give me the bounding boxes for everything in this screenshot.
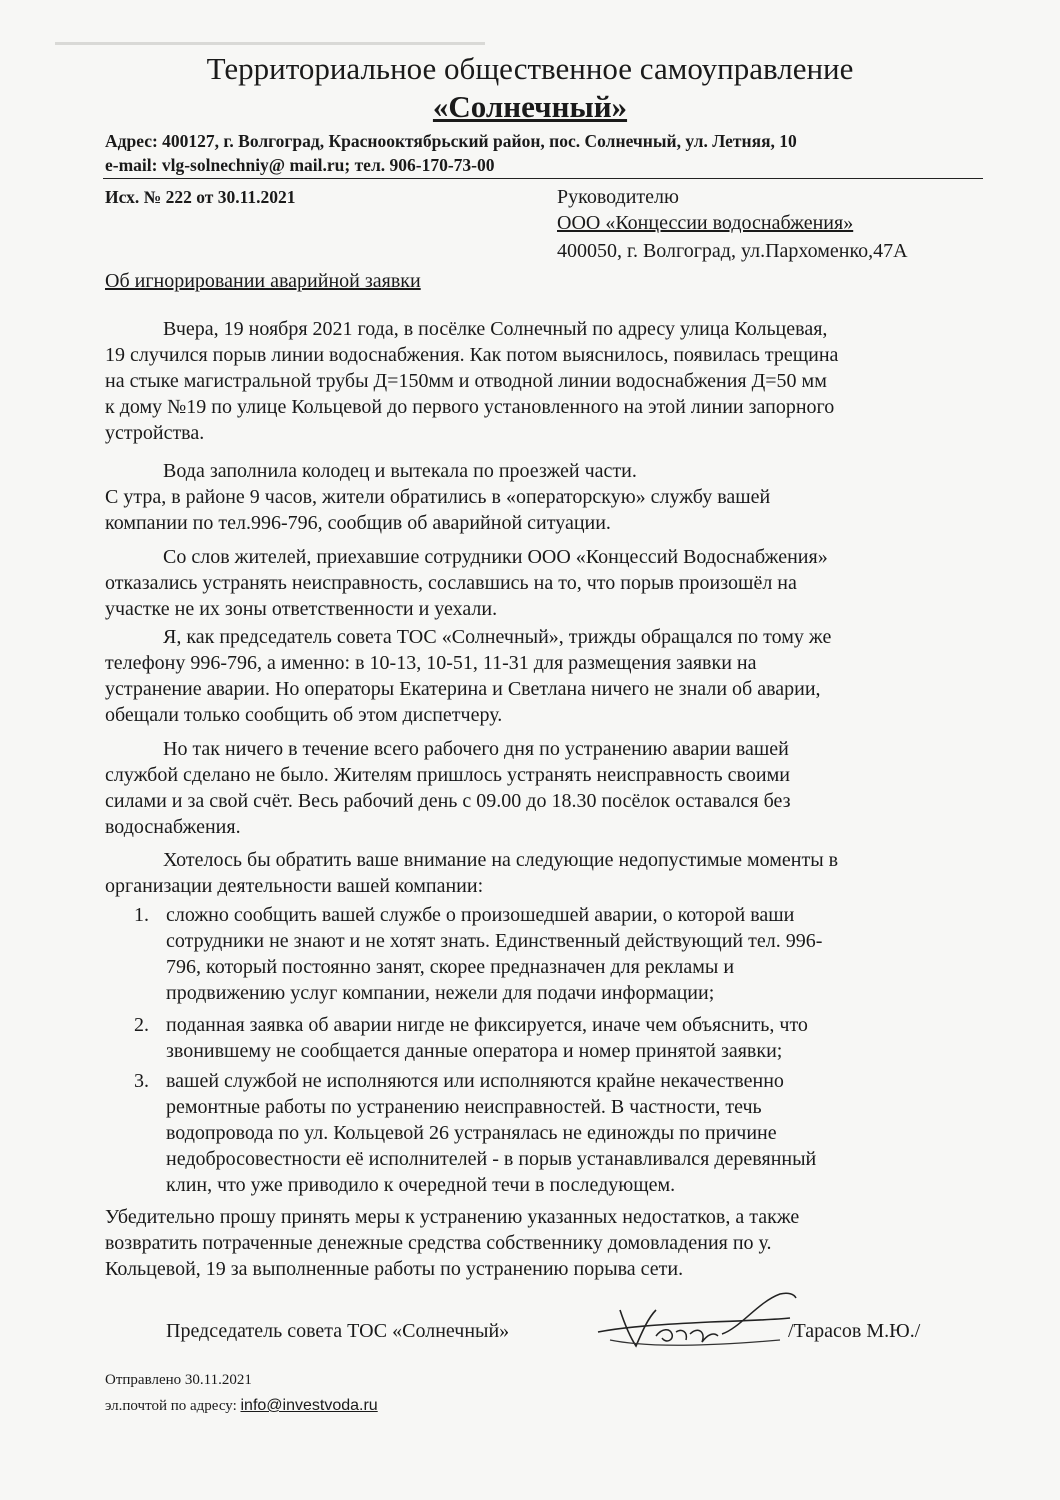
list-item-line: водопровода по ул. Кольцевой 26 устранялась не единожды по причине <box>166 1122 777 1144</box>
list-item-line: продвижению услуг компании, нежели для подачи информации; <box>166 982 715 1004</box>
body-line: устройства. <box>105 422 205 444</box>
list-item-line: вашей службой не исполняются или исполняются крайне некачественно <box>166 1070 784 1092</box>
body-line: С утра, в районе 9 часов, жители обратились в «операторскую» службу вашей <box>105 486 771 508</box>
signoff-position: Председатель совета ТОС «Солнечный» <box>166 1320 510 1342</box>
letterhead-divider <box>103 178 983 179</box>
letterhead-title: Территориальное общественное самоуправление <box>206 51 854 86</box>
body-line: силами и за свой счёт. Весь рабочий день с 09.00 до 18.30 посёлок оставался без <box>105 790 791 812</box>
body-line: 19 случился порыв линии водоснабжения. Как потом выяснилось, появилась трещина <box>105 344 839 366</box>
recipient-line-1: Руководителю <box>557 186 679 208</box>
body-line: Вода заполнила колодец и вытекала по проезжей части. <box>163 460 637 482</box>
sent-date: Отправлено 30.11.2021 <box>105 1372 252 1388</box>
body-line: организации деятельности вашей компании: <box>105 875 484 897</box>
list-number: 1. <box>134 904 149 926</box>
body-line: Кольцевой, 19 за выполненные работы по устранению порыва сети. <box>105 1258 684 1280</box>
body-line: обещали только сообщить об этом диспетчеру. <box>105 704 503 726</box>
outgoing-number: Исх. № 222 от 30.11.2021 <box>105 187 296 207</box>
signoff-name: /Тарасов М.Ю./ <box>788 1320 921 1342</box>
handwritten-signature <box>590 1288 810 1358</box>
email-link[interactable]: info@investvoda.ru <box>240 1397 378 1414</box>
body-line: телефону 996-796, а именно: в 10-13, 10-51, 11-31 для размещения заявки на <box>105 652 757 674</box>
letterhead-contacts: e-mail: vlg-solnechniy@ mail.ru; тел. 906-170-73-00 <box>105 155 495 175</box>
letter-subject: Об игнорировании аварийной заявки <box>105 270 421 292</box>
body-line: к дому №19 по улице Кольцевой до первого установленного на этой линии запорного <box>105 396 835 418</box>
body-line: Хотелось бы обратить ваше внимание на следующие недопустимые моменты в <box>163 849 839 871</box>
list-item-line: недобросовестности её исполнителей - в порыв устанавливался деревянный <box>166 1148 817 1170</box>
body-line: участке не их зоны ответственности и уехали. <box>105 598 498 620</box>
body-line: Я, как председатель совета ТОС «Солнечный», трижды обращался по тому же <box>163 626 832 648</box>
body-line: Убедительно прошу принять меры к устранению указанных недостатков, а также <box>105 1206 800 1228</box>
body-line: возвратить потраченные денежные средства собственнику домовладения по у. <box>105 1232 772 1254</box>
body-line: Но так ничего в течение всего рабочего дня по устранению аварии вашей <box>163 738 789 760</box>
list-number: 2. <box>134 1014 149 1036</box>
sent-via-label: эл.почтой по адресу: <box>105 1398 241 1414</box>
list-item-line: сотрудники не знают и не хотят знать. Единственный действующий тел. 996- <box>166 930 823 952</box>
list-item-line: поданная заявка об аварии нигде не фиксируется, иначе чем объяснить, что <box>166 1014 808 1036</box>
list-number: 3. <box>134 1070 149 1092</box>
body-line: компании по тел.996-796, сообщив об аварийной ситуации. <box>105 512 611 534</box>
body-line: водоснабжения. <box>105 816 241 838</box>
recipient-line-2: ООО «Концессии водоснабжения» <box>557 212 854 234</box>
recipient-line-3: 400050, г. Волгоград, ул.Пархоменко,47А <box>557 240 908 262</box>
sent-via <box>105 1396 378 1416</box>
body-line: отказались устранять неисправность, сославшись на то, что порыв произошёл на <box>105 572 797 594</box>
body-line: устранение аварии. Но операторы Екатерина и Светлана ничего не знали об аварии, <box>105 678 821 700</box>
letterhead-address: Адрес: 400127, г. Волгоград, Краснооктябрьский район, пос. Солнечный, ул. Летняя, 10 <box>105 131 797 151</box>
body-line: службой сделано не было. Жителям пришлось устранять неисправность своими <box>105 764 790 786</box>
list-item-line: сложно сообщить вашей службе о произошедшей аварии, о которой ваши <box>166 904 795 926</box>
list-item-line: ремонтные работы по устранению неисправностей. В частности, течь <box>166 1096 762 1118</box>
list-item-line: звонившему не сообщается данные оператора и номер принятой заявки; <box>166 1040 783 1062</box>
body-line: Со слов жителей, приехавшие сотрудники ООО «Концессий Водоснабжения» <box>163 546 828 568</box>
body-line: Вчера, 19 ноября 2021 года, в посёлке Солнечный по адресу улица Кольцевая, <box>163 318 828 340</box>
body-line: на стыке магистральной трубы Д=150мм и отводной линии водоснабжения Д=50 мм <box>105 370 827 392</box>
list-item-line: клин, что уже приводило к очередной течи в последующем. <box>166 1174 676 1196</box>
list-item-line: 796, который постоянно занят, скорее предназначен для рекламы и <box>166 956 735 978</box>
letterhead-org-name: «Солнечный» <box>432 89 628 124</box>
